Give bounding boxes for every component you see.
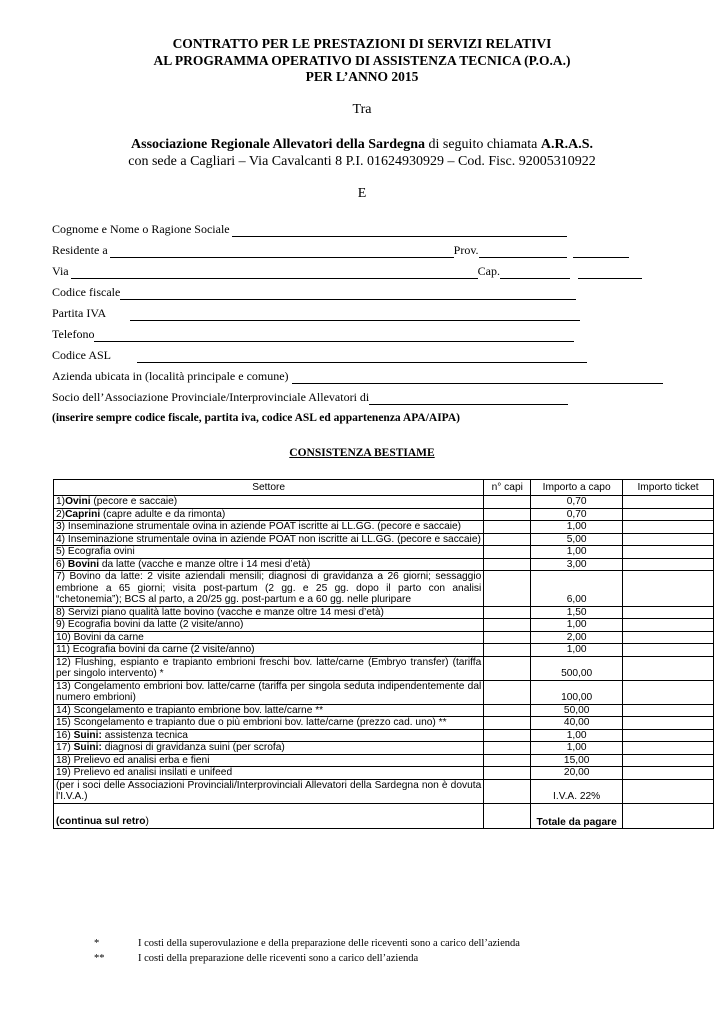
row-description: Bovino da latte: 2 visite aziendali mensili; diagnosi di gravidanza a 26 giorni; sessaggio embrione a 65 giorni; visita post-partum (2 gg. e 25 gg. dopo il parto con analisi “chetonemia”); BCS al parto, a 20/25 gg. post-partum e a 60 gg. nelle pluripare — [56, 571, 482, 605]
settore-cell — [54, 767, 484, 780]
table-row — [54, 558, 714, 571]
settore-cell — [54, 779, 484, 803]
row-number: 19) — [56, 767, 71, 778]
continua-label: (continua sul retro — [56, 816, 146, 827]
totale-label: Totale da pagare — [531, 803, 623, 828]
line-prov[interactable] — [479, 247, 567, 258]
importo-ticket-cell[interactable] — [623, 754, 714, 767]
field-via[interactable] — [52, 265, 642, 279]
line-azienda-extra[interactable] — [570, 373, 663, 384]
n-capi-cell[interactable] — [484, 546, 531, 559]
continua-close: ) — [145, 816, 149, 827]
row-number: 6) — [56, 558, 66, 570]
line-nome[interactable] — [232, 226, 567, 237]
consistenza-table — [53, 479, 714, 829]
line-azienda[interactable] — [292, 373, 570, 384]
association-short: A.R.A.S. — [540, 137, 593, 152]
importo-ticket-cell[interactable] — [623, 729, 714, 742]
form-note: (inserire sempre codice fiscale, partita iva, codice ASL ed appartenenza APA/AIPA) — [52, 412, 460, 424]
n-capi-cell[interactable] — [484, 704, 531, 717]
title-line-3: PER L’ANNO 2015 — [305, 69, 419, 84]
n-capi-cell[interactable] — [484, 680, 531, 704]
row-description: Inseminazione strumentale ovina in aziende POAT non iscritte ai LL.GG. (pecore e saccaie) — [65, 533, 481, 545]
table-row — [54, 631, 714, 644]
table-row — [54, 779, 714, 803]
importo-capo-cell: 1,00 — [531, 644, 623, 657]
settore-cell — [54, 496, 484, 509]
table-row — [54, 717, 714, 730]
importo-capo-cell: 5,00 — [531, 533, 623, 546]
section-title: CONSISTENZA BESTIAME — [289, 447, 435, 459]
line-telefono[interactable] — [94, 331, 574, 342]
field-codice-asl[interactable] — [52, 349, 587, 363]
row-number: 18) — [56, 754, 71, 766]
row-number: 1) — [56, 496, 66, 507]
settore-cell — [54, 704, 484, 717]
row-description: (capre adulte e da rimonta) — [100, 508, 226, 520]
table-row — [54, 606, 714, 619]
importo-capo-cell: 0,70 — [531, 496, 623, 509]
importo-capo-cell: 15,00 — [531, 754, 623, 767]
importo-capo-cell: 1,00 — [531, 546, 623, 559]
n-capi-cell[interactable] — [484, 779, 531, 803]
settore-cell — [54, 717, 484, 730]
importo-ticket-cell[interactable] — [623, 656, 714, 680]
label-socio: Socio dell’Associazione Provinciale/Interprovinciale Allevatori di — [52, 390, 370, 404]
n-capi-cell[interactable] — [484, 754, 531, 767]
n-capi-cell[interactable] — [484, 606, 531, 619]
field-telefono[interactable] — [52, 328, 574, 342]
row-number: 2) — [56, 508, 66, 520]
importo-ticket-cell[interactable] — [623, 631, 714, 644]
field-residente[interactable] — [52, 244, 629, 258]
row-number: 10) — [56, 631, 71, 643]
field-partita-iva[interactable] — [52, 307, 580, 321]
field-codice-fiscale[interactable] — [52, 286, 576, 300]
importo-ticket-cell[interactable] — [623, 644, 714, 657]
row-description: (per i soci delle Associazioni Provinciali/Interprovinciali Allevatori della Sardegna non è dovuta l'I.V.A.) — [56, 779, 482, 802]
row-description: Inseminazione strumentale ovina in aziende POAT iscritte ai LL.GG. (pecore e saccaie) — [65, 521, 462, 532]
importo-ticket-cell[interactable] — [623, 742, 714, 755]
label-residente: Residente a — [52, 243, 108, 257]
row-description: Prelievo ed analisi insilati e unifeed — [70, 767, 233, 778]
table-row — [54, 619, 714, 632]
row-description: Ecografia bovini da carne (2 visite/anno) — [69, 644, 255, 655]
contract-title — [0, 36, 724, 86]
importo-ticket-cell[interactable] — [623, 521, 714, 534]
footnote-2-text: I costi della preparazione delle riceventi sono a carico dell’azienda — [138, 953, 419, 964]
line-socio[interactable] — [369, 394, 568, 405]
row-description: Flushing, espianto e trapianto embrioni freschi bov. latte/carne (Embryo transfer) (tariffa per singolo intervento) * — [56, 656, 482, 679]
importo-ticket-cell[interactable] — [623, 496, 714, 509]
row-description: diagnosi di gravidanza suini (per scrofa) — [101, 742, 285, 753]
importo-ticket-cell[interactable] — [623, 680, 714, 704]
total-ticket-cell[interactable] — [623, 803, 714, 828]
line-cap-extra[interactable] — [578, 268, 642, 279]
row-number: 11) — [56, 644, 70, 655]
label-cap: Cap. — [477, 264, 500, 278]
n-capi-cell[interactable] — [484, 533, 531, 546]
importo-capo-cell: 500,00 — [531, 656, 623, 680]
importo-ticket-cell[interactable] — [623, 533, 714, 546]
line-codice-fiscale[interactable] — [120, 289, 576, 300]
label-nome: Cognome e Nome o Ragione Sociale — [52, 222, 230, 236]
settore-cell — [54, 533, 484, 546]
label-partita-iva: Partita IVA — [52, 306, 107, 320]
table-row — [54, 508, 714, 521]
table-row — [54, 729, 714, 742]
settore-cell — [54, 619, 484, 632]
settore-cell — [54, 656, 484, 680]
row-description: Ecografia bovini da latte (2 visite/anno) — [65, 619, 244, 630]
settore-cell — [54, 558, 484, 571]
importo-capo-cell: 40,00 — [531, 717, 623, 730]
importo-capo-cell: 0,70 — [531, 508, 623, 521]
settore-cell — [54, 508, 484, 521]
e-label: E — [357, 186, 367, 201]
row-number: 14) — [56, 704, 71, 716]
table-row — [54, 754, 714, 767]
table-row — [54, 656, 714, 680]
footnote-2-symbol: ** — [94, 953, 105, 964]
importo-ticket-cell[interactable] — [623, 779, 714, 803]
title-line-1: CONTRATTO PER LE PRESTAZIONI DI SERVIZI RELATIVI — [172, 36, 552, 51]
row-number: 16) — [56, 729, 71, 741]
row-description: assistenza tecnica — [101, 729, 188, 741]
row-description: Prelievo ed analisi erba e fieni — [70, 754, 210, 766]
n-capi-cell[interactable] — [484, 496, 531, 509]
importo-capo-cell: 1,00 — [531, 729, 623, 742]
line-via[interactable] — [71, 268, 478, 279]
table-row — [54, 680, 714, 704]
label-azienda: Azienda ubicata in (località principale e comune) — [52, 369, 289, 383]
n-capi-cell[interactable] — [484, 571, 531, 607]
row-description: Congelamento embrioni bov. latte/carne (tariffa per singola seduta indipendentemente dal numero embrioni) — [56, 680, 482, 703]
n-capi-cell[interactable] — [484, 717, 531, 730]
importo-capo-cell: 1,00 — [531, 521, 623, 534]
importo-capo-cell: 50,00 — [531, 704, 623, 717]
header-importo-ticket: Importo ticket — [623, 480, 714, 496]
importo-ticket-cell[interactable] — [623, 546, 714, 559]
row-number: 9) — [56, 619, 66, 630]
row-description: Scongelamento e trapianto embrione bov. latte/carne ** — [70, 704, 324, 716]
settore-cell — [54, 680, 484, 704]
row-bold-label: Suini: — [70, 729, 102, 741]
importo-capo-cell: 6,00 — [531, 571, 623, 607]
label-codice-fiscale: Codice fiscale — [52, 285, 121, 299]
importo-ticket-cell[interactable] — [623, 717, 714, 730]
row-number: 7) — [56, 571, 66, 582]
settore-cell — [54, 521, 484, 534]
footnote-1 — [94, 938, 520, 949]
importo-capo-cell: I.V.A. 22% — [531, 779, 623, 803]
line-partita-iva[interactable] — [130, 310, 580, 321]
importo-ticket-cell[interactable] — [623, 619, 714, 632]
importo-capo-cell: 1,50 — [531, 606, 623, 619]
importo-capo-cell: 20,00 — [531, 767, 623, 780]
row-number: 17) — [56, 742, 71, 753]
settore-cell — [54, 754, 484, 767]
row-description: Servizi piano qualità latte bovino (vacche e manze oltre 14 mesi d’età) — [65, 606, 384, 618]
line-prov-extra[interactable] — [573, 247, 629, 258]
field-nome[interactable] — [52, 223, 567, 237]
label-prov: Prov. — [453, 243, 479, 257]
importo-ticket-cell[interactable] — [623, 606, 714, 619]
n-capi-cell[interactable] — [484, 619, 531, 632]
line-residente[interactable] — [110, 247, 454, 258]
table-header-row — [54, 480, 714, 496]
table-row — [54, 546, 714, 559]
row-number: 12) — [56, 656, 71, 668]
table-row — [54, 571, 714, 607]
header-importo-capo: Importo a capo — [531, 480, 623, 496]
settore-cell — [54, 606, 484, 619]
row-description: Scongelamento e trapianto due o più embrioni bov. latte/carne (prezzo cad. uno) ** — [70, 717, 447, 728]
importo-capo-cell: 100,00 — [531, 680, 623, 704]
settore-cell — [54, 546, 484, 559]
n-capi-cell[interactable] — [484, 644, 531, 657]
settore-cell — [54, 571, 484, 607]
importo-capo-cell: 1,00 — [531, 619, 623, 632]
row-bold-label: Suini: — [70, 742, 102, 753]
row-number: 15) — [56, 717, 71, 728]
row-bold-label: Bovini — [65, 558, 100, 570]
row-description: Ecografia ovini — [65, 546, 135, 557]
table-row — [54, 767, 714, 780]
table-row — [54, 644, 714, 657]
line-cap[interactable] — [500, 268, 570, 279]
table-row — [54, 742, 714, 755]
n-capi-cell[interactable] — [484, 558, 531, 571]
association-block — [0, 136, 724, 170]
row-number: 8) — [56, 606, 66, 618]
footnote-2 — [94, 953, 418, 964]
label-codice-asl: Codice ASL — [52, 348, 111, 362]
line-codice-asl[interactable] — [137, 352, 587, 363]
table-row — [54, 521, 714, 534]
table-row — [54, 533, 714, 546]
row-bold-label: Caprini — [65, 508, 101, 520]
settore-cell — [54, 729, 484, 742]
importo-capo-cell: 1,00 — [531, 742, 623, 755]
n-capi-cell[interactable] — [484, 508, 531, 521]
row-number: 4) — [56, 533, 66, 545]
field-socio[interactable] — [52, 391, 568, 405]
association-name: Associazione Regionale Allevatori della Sardegna — [131, 137, 425, 152]
settore-cell — [54, 742, 484, 755]
row-number: 5) — [56, 546, 66, 557]
importo-ticket-cell[interactable] — [623, 767, 714, 780]
importo-ticket-cell[interactable] — [623, 508, 714, 521]
n-capi-cell[interactable] — [484, 521, 531, 534]
tra-label: Tra — [352, 102, 372, 117]
importo-ticket-cell[interactable] — [623, 704, 714, 717]
total-capi-cell[interactable] — [484, 803, 531, 828]
table-row — [54, 496, 714, 509]
table-row — [54, 704, 714, 717]
row-description: da latte (vacche e manze oltre i 14 mesi d’età) — [99, 558, 311, 570]
n-capi-cell[interactable] — [484, 767, 531, 780]
row-description: (pecore e saccaie) — [90, 496, 178, 507]
table-total-row — [54, 803, 714, 828]
n-capi-cell[interactable] — [484, 656, 531, 680]
field-azienda[interactable] — [52, 370, 663, 384]
header-n-capi: n° capi — [484, 480, 531, 496]
n-capi-cell[interactable] — [484, 729, 531, 742]
settore-cell — [54, 631, 484, 644]
row-description: Bovini da carne — [70, 631, 144, 643]
importo-capo-cell: 3,00 — [531, 558, 623, 571]
title-line-2: AL PROGRAMMA OPERATIVO DI ASSISTENZA TECNICA (P.O.A.) — [153, 52, 571, 68]
association-mid: di seguito chiamata — [425, 137, 541, 152]
footnote-1-text: I costi della superovulazione e della preparazione delle riceventi sono a carico dell’azienda — [138, 938, 520, 949]
header-settore: Settore — [54, 480, 484, 496]
n-capi-cell[interactable] — [484, 742, 531, 755]
row-bold-label: Ovini — [65, 496, 91, 507]
importo-ticket-cell[interactable] — [623, 571, 714, 607]
label-via: Via — [52, 264, 69, 278]
importo-capo-cell: 2,00 — [531, 631, 623, 644]
row-number: 3) — [56, 521, 66, 532]
footnote-1-symbol: * — [94, 938, 100, 949]
settore-cell — [54, 644, 484, 657]
label-telefono: Telefono — [52, 327, 95, 341]
row-number: 13) — [56, 680, 71, 692]
n-capi-cell[interactable] — [484, 631, 531, 644]
importo-ticket-cell[interactable] — [623, 558, 714, 571]
continua-cell — [54, 803, 484, 828]
association-address: con sede a Cagliari – Via Cavalcanti 8 P.I. 01624930929 – Cod. Fisc. 92005310922 — [128, 154, 596, 169]
